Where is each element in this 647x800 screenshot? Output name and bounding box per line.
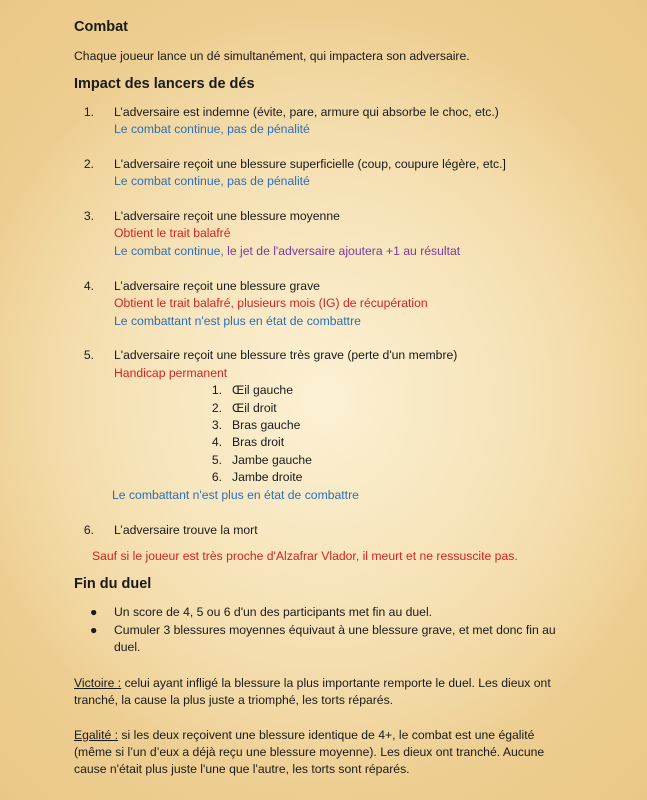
sub-item-text: Jambe gauche	[232, 453, 312, 467]
victoire-paragraph	[74, 675, 559, 709]
list-item-note: Le combat continue, pas de pénalité	[114, 174, 310, 188]
list-number: 6.	[83, 523, 94, 537]
list-item-text: L'adversaire reçoit une blessure très grave (perte d'un membre)	[114, 348, 458, 362]
fin-heading: Fin du duel	[74, 576, 152, 592]
sub-item-text: Œil gauche	[232, 383, 293, 397]
list-number: 1.	[83, 105, 94, 119]
sub-number: 2.	[211, 401, 222, 415]
list-item-note: Le combattant n'est plus en état de combattre	[112, 488, 359, 502]
list-number: 5.	[83, 348, 94, 362]
egalite-text: si les deux reçoivent une blessure identique de 4+, le combat est une égalité (même si l’un d’eux a déjà reçu une blessure moyenne). Les dieux ont tranché. Aucune cause n'était plus juste l'une que l'autre, les torts sont réparés.	[74, 728, 545, 776]
list-item-note: Le combat continue, pas de pénalité	[114, 122, 310, 136]
victoire-label: Victoire :	[74, 676, 122, 690]
sub-number: 4.	[211, 435, 222, 449]
sub-number: 6.	[211, 470, 222, 484]
sub-item-text: Bras droit	[232, 435, 285, 449]
combat-intro: Chaque joueur lance un dé simultanément, qui impactera son adversaire.	[74, 49, 470, 63]
combat-heading: Combat	[74, 19, 128, 35]
bullet-text: Un score de 4, 5 ou 6 d'un des participants met fin au duel.	[114, 605, 433, 619]
victoire-text: celui ayant infligé la blessure la plus importante remporte le duel. Les dieux ont tranché, la cause la plus juste a triomphé, les torts réparés.	[74, 676, 551, 707]
egalite-paragraph	[74, 727, 559, 778]
sub-number: 1.	[211, 383, 222, 397]
list-number: 3.	[83, 209, 94, 223]
list-item-penalty: Handicap permanent	[114, 366, 228, 380]
sub-item-text: Jambe droite	[232, 470, 303, 484]
sub-number: 5.	[211, 453, 222, 467]
egalite-label: Egalité :	[74, 728, 119, 742]
list-item-text: L'adversaire reçoit une blessure superficielle (coup, coupure légère, etc.]	[114, 157, 506, 171]
list-item-text: L’adversaire reçoit une blessure grave	[114, 279, 320, 293]
list-number: 2.	[83, 157, 94, 171]
sub-number: 3.	[211, 418, 222, 432]
bullet-icon: ●	[90, 623, 98, 637]
list-item-penalty: Obtient le trait balafré, plusieurs mois (IG) de récupération	[114, 296, 428, 310]
list-item-text: L'adversaire reçoit une blessure moyenne	[114, 209, 340, 223]
bullet-icon: ●	[90, 605, 98, 619]
list-item-text: L’adversaire est indemne (évite, pare, armure qui absorbe le choc, etc.)	[114, 105, 499, 119]
sub-item-text: Bras gauche	[232, 418, 301, 432]
note-blue-part: Le combat continue,	[114, 244, 228, 258]
impact-heading: Impact des lancers de dés	[74, 76, 255, 92]
list-item-note	[114, 243, 460, 260]
list-item-penalty: Obtient le trait balafré	[114, 226, 231, 240]
list-item-note: Le combattant n'est plus en état de combattre	[114, 314, 361, 328]
note-purple-part: le jet de l'adversaire ajoutera +1 au résultat	[227, 244, 461, 258]
death-exception: Sauf si le joueur est très proche d'Alzafrar Vlador, il meurt et ne ressuscite pas.	[92, 549, 518, 563]
sub-item-text: Œil droit	[232, 401, 277, 415]
bullet-text: Cumuler 3 blessures moyennes équivaut à une blessure grave, et met donc fin au duel.	[114, 623, 556, 654]
list-number: 4.	[83, 279, 94, 293]
list-item-text: L’adversaire trouve la mort	[114, 523, 258, 537]
